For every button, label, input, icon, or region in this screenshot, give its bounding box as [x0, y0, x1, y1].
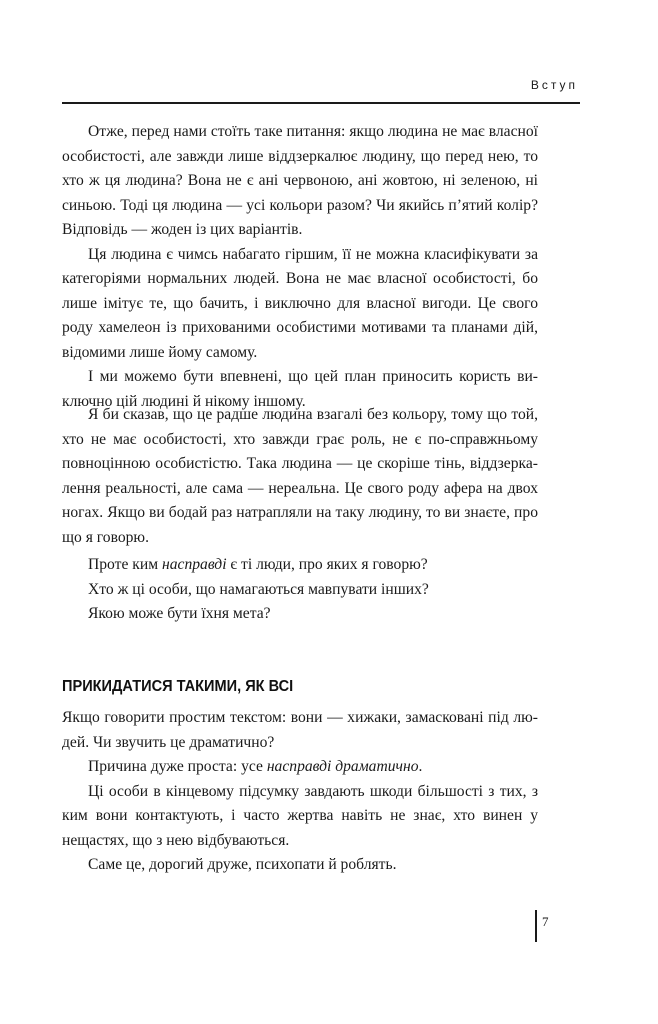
text-block-section: [62, 706, 538, 878]
question-line: Якою може бути їхня мета?: [88, 605, 271, 622]
paragraph: [62, 755, 538, 780]
section-heading: ПРИКИДАТИСЯ ТАКИМИ, ЯК ВСІ: [62, 678, 294, 695]
running-head: Вступ: [530, 78, 578, 92]
folio-rule: [535, 910, 537, 942]
question-line: Хто ж ці особи, що намагаються мавпувати інших?: [88, 580, 429, 598]
question-text: Проте ким: [88, 556, 162, 573]
paragraph: Якщо говорити простим текстом: вони — хижаки, замасковані під людей. Чи звучить це драматично?: [62, 709, 538, 751]
paragraph: Ця людина є чимсь набагато гіршим, її не можна класифікувати за категоріями нормальних людей. Вона не має власної особистості, бо лише імітує те, що бачить, і виключно для власної вигоди. Це свого роду хамелеон із прихованими особистими мотивами та планами дій, відомими лише йому самому.: [62, 245, 538, 361]
paragraph: І ми можемо бути впевнені, що цей план приносить користь виключно цій людині й нікому іншому.: [62, 368, 538, 410]
text-block-shadow: [62, 403, 538, 550]
page-number: 7: [542, 914, 549, 929]
emphasis-text: насправді драматично: [266, 758, 419, 775]
question-block: [62, 553, 538, 627]
paragraph-text: Причина дуже проста: усе: [88, 758, 267, 775]
paragraph: Саме це, дорогий друже, психопати й роблять.: [88, 856, 397, 873]
question-text: є ті люди, про яких я говорю?: [226, 556, 428, 573]
text-block-intro: [62, 120, 538, 414]
paragraph: Отже, перед нами стоїть таке питання: якщо людина не має власної особистості, але завжди лише віддзеркалює людину, що перед нею, то хто ж ця людина? Вона не є ані червоною, ані жовтою, ні зеленою, ні синьою. Тоді ця людина — усі кольори разом? Чи якийсь п’ятий колір? Відповідь — жоден із цих варіантів.: [62, 123, 538, 238]
paragraph-text: .: [418, 758, 423, 775]
question-line: [62, 553, 538, 578]
emphasis-text: насправді: [161, 556, 227, 573]
paragraph: Я би сказав, що це радше людина взагалі без кольору, тому що той, хто не має особистості, хто завжди грає роль, не є по-справжньому повноцінною особистістю. Така людина — це скоріше тінь, віддзеркалення реальності, але сама — нереальна. Це свого роду афера на двох ногах. Якщо ви бодай раз натрапляли на таку людину, то ви знаєте, про що я говорю.: [62, 406, 538, 546]
paragraph: Ці особи в кінцевому підсумку завдають шкоди більшості з тих, з ким вони контактують, і часто жертва навіть не знає, хто винен у нещастях, що з нею відбуваються.: [62, 782, 538, 849]
header-rule: [62, 102, 580, 104]
